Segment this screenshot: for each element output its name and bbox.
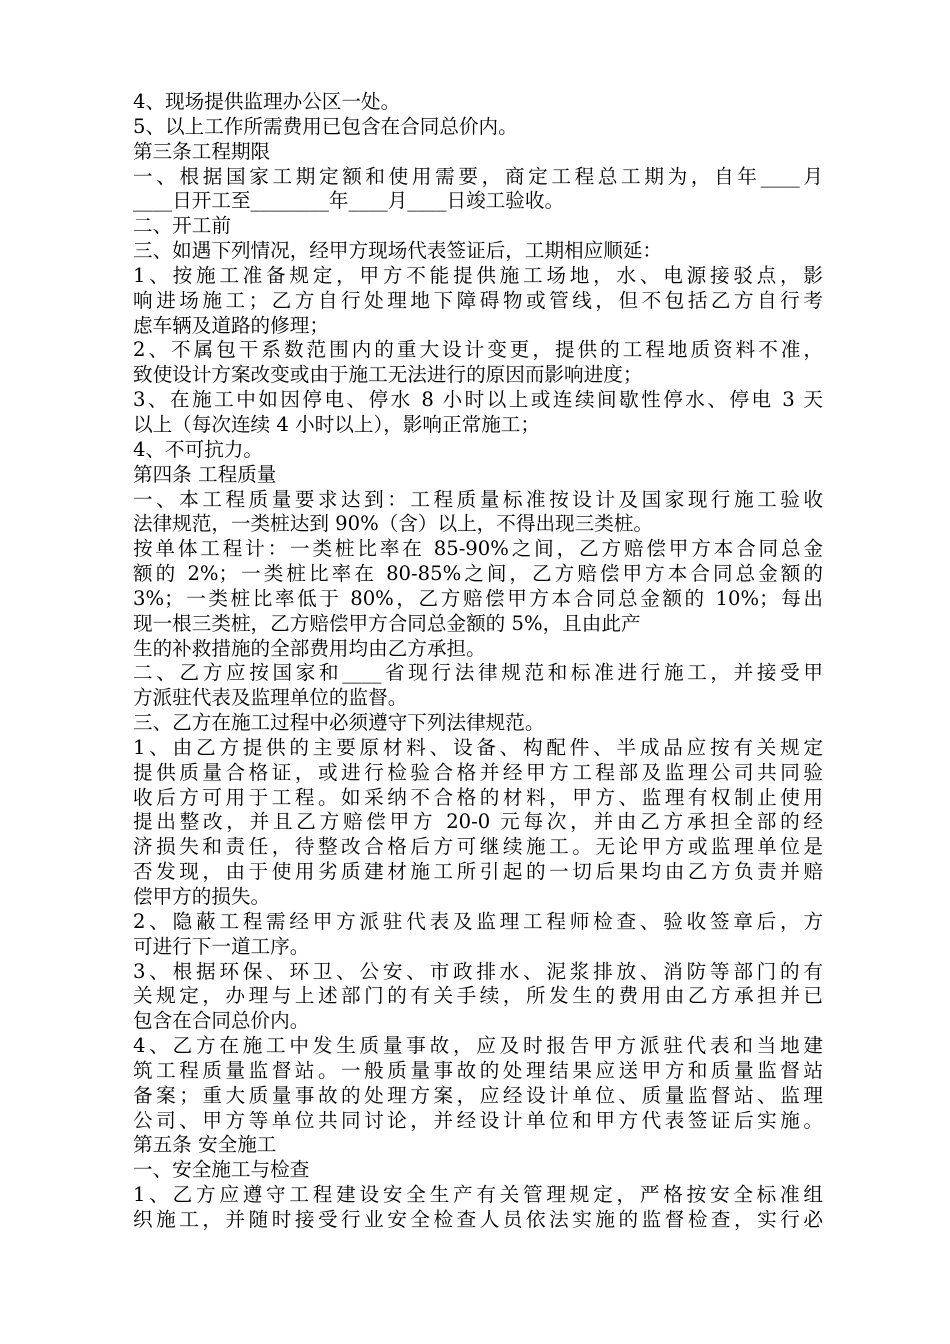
text-line: 3、根据环保、环卫、公安、市政排水、泥浆排放、消防等部门的有: [133, 959, 823, 983]
section-heading: 第四条 工程质量: [133, 462, 277, 486]
text-line: 4、现场提供监理办公区一处。: [133, 90, 401, 113]
text-line: 现一根三类桩，乙方赔偿甲方合同总金额的 5%，且由此产: [133, 611, 641, 635]
document-body: [133, 90, 823, 1233]
text-line: 偿甲方的损失。: [133, 885, 271, 908]
text-line: 3、在施工中如因停电、停水 8 小时以上或连续间歇性停水、停电 3 天: [133, 388, 823, 412]
text-line: 三、如遇下列情况，经甲方现场代表签证后，工期相应顺延：: [133, 239, 663, 263]
text-line: 收后方可用于工程。如采纳不合格的材料，甲方、监理有权制止使用: [133, 785, 823, 809]
text-line: 一、根据国家工期定额和使用需要，商定工程总工期为，自年____月: [133, 164, 823, 188]
text-line: 二、乙方应按国家和____省现行法律规范和标准进行施工，并接受甲: [133, 661, 823, 685]
text-line: 三、乙方在施工过程中必须遵守下列法律规范。: [133, 711, 545, 735]
text-line: 方派驻代表及监理单位的监督。: [133, 686, 408, 710]
text-line: 响进场施工；乙方自行处理地下障碍物或管线，但不包括乙方自行考: [133, 288, 823, 312]
text-line: 4、不可抗力。: [133, 437, 264, 461]
text-line: 虑车辆及道路的修理；: [133, 313, 329, 337]
text-line: 包含在合同总价内。: [133, 1009, 310, 1033]
text-line: 公司、甲方等单位共同讨论，并经设计单位和甲方代表签证后实施。: [133, 1108, 823, 1132]
text-line: 备案；重大质量事故的处理方案，应经设计单位、质量监督站、监理: [133, 1083, 823, 1107]
text-line: 1、由乙方提供的主要原材料、设备、构配件、半成品应按有关规定: [133, 735, 823, 759]
text-line: 关规定，办理与上述部门的有关手续，所发生的费用由乙方承担并已: [133, 984, 823, 1008]
text-line: 1、按施工准备规定，甲方不能提供施工场地，水、电源接驳点，影: [133, 263, 823, 287]
text-line: 2、不属包干系数范围内的重大设计变更，提供的工程地质资料不准，: [133, 338, 823, 362]
text-line: 按单体工程计：一类桩比率在 85-90%之间，乙方赔偿甲方本合同总金: [133, 537, 823, 561]
text-line: 法律规范，一类桩达到 90%（含）以上，不得出现三类桩。: [133, 512, 654, 536]
text-line: 否发现，由于使用劣质建材施工所引起的一切后果均由乙方负责并赔: [133, 860, 823, 884]
text-line: 2、隐蔽工程需经甲方派驻代表及监理工程师检查、验收签章后，方: [133, 909, 823, 933]
text-line: 以上（每次连续 4 小时以上），影响正常施工；: [133, 412, 540, 436]
text-line: 生的补救措施的全部费用均由乙方承担。: [133, 636, 486, 660]
text-line: 额的 2%；一类桩比率在 80-85%之间，乙方赔偿甲方本合同总金额的: [133, 562, 823, 586]
text-line: 筑工程质量监督站。一般质量事故的处理结果应送甲方和质量监督站: [133, 1058, 823, 1082]
text-line: 可进行下一道工序。: [133, 934, 310, 958]
text-line: 织施工，并随时接受行业安全检查人员依法实施的监督检查，实行必: [133, 1207, 823, 1231]
text-line: 提供质量合格证，或进行检验合格并经甲方工程部及监理公司共同验: [133, 760, 823, 784]
text-line: 3%；一类桩比率低于 80%，乙方赔偿甲方本合同总金额的 10%；每出: [133, 586, 823, 610]
section-heading: 第三条工程期限: [133, 139, 271, 163]
text-line: 二、开工前: [133, 214, 231, 238]
text-line: 一、本工程质量要求达到：工程质量标准按设计及国家现行施工验收: [133, 487, 823, 511]
text-line: 1、乙方应遵守工程建设安全生产有关管理规定，严格按安全标准组: [133, 1183, 823, 1207]
text-line: 5、以上工作所需费用已包含在合同总价内。: [133, 114, 518, 138]
text-line: 提出整改，并且乙方赔偿甲方 20-0 元每次，并由乙方承担全部的经: [133, 810, 823, 834]
text-line: 一、安全施工与检查: [133, 1158, 310, 1182]
section-heading: 第五条 安全施工: [133, 1133, 277, 1157]
text-line: ____日开工至________年____月____日竣工验收。: [133, 189, 565, 213]
text-line: 致使设计方案改变或由于施工无法进行的原因而影响进度；: [133, 363, 643, 387]
text-line: 济损失和责任，待整改合格后方可继续施工。无论甲方或监理单位是: [133, 835, 823, 859]
text-line: 4、乙方在施工中发生质量事故，应及时报告甲方派驻代表和当地建: [133, 1034, 823, 1058]
